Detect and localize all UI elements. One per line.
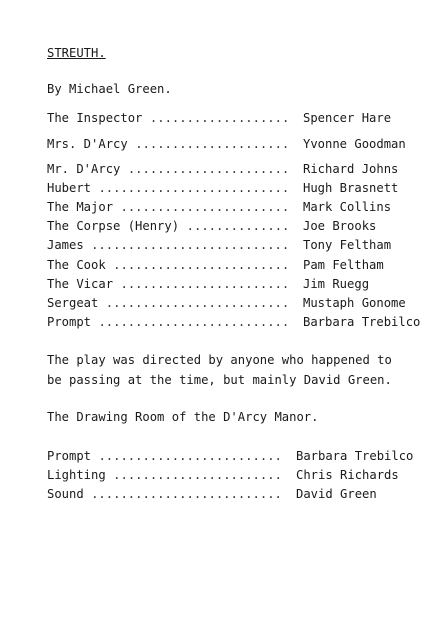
crew-leader-dots: ....................... (113, 468, 282, 482)
cast-actor: Tony Feltham (303, 238, 392, 252)
cast-role: Prompt (47, 315, 92, 329)
cast-leader-dots: ....................... (120, 200, 290, 214)
cast-role: The Corpse (Henry) (47, 219, 180, 233)
crew-leader-dots: ......................... (98, 449, 282, 463)
cast-actor: Mustaph Gonome (303, 296, 406, 310)
cast-role: The Vicar (47, 277, 114, 291)
crew-role: Lighting (47, 468, 106, 482)
cast-leader-dots: ........................... (91, 238, 290, 252)
cast-leader-dots: .......................... (98, 315, 290, 329)
cast-actor: Yvonne Goodman (303, 137, 406, 151)
cast-leader-dots: .......................... (98, 181, 290, 195)
crew-leader-dots: .......................... (91, 487, 282, 501)
cast-leader-dots: ...................... (127, 162, 290, 176)
cast-actor: Joe Brooks (303, 219, 377, 233)
crew-actor: Chris Richards (296, 468, 399, 482)
cast-role: James (47, 238, 84, 252)
cast-role: The Major (47, 200, 114, 214)
crew-actor: David Green (296, 487, 377, 501)
crew-role: Prompt (47, 449, 92, 463)
cast-role: Hubert (47, 181, 92, 195)
cast-leader-dots: ....................... (120, 277, 290, 291)
cast-role: Mrs. D'Arcy (47, 137, 128, 151)
cast-leader-dots: ..................... (135, 137, 290, 151)
crew-actor: Barbara Trebilco (296, 449, 414, 463)
crew-role: Sound (47, 487, 84, 501)
cast-actor: Hugh Brasnett (303, 181, 399, 195)
cast-role: Mr. D'Arcy (47, 162, 121, 176)
cast-actor: Pam Feltham (303, 258, 384, 272)
cast-actor: Spencer Hare (303, 111, 392, 125)
author-line: By Michael Green. (47, 82, 172, 96)
cast-actor: Richard Johns (303, 162, 399, 176)
setting-line: The Drawing Room of the D'Arcy Manor. (47, 410, 319, 424)
cast-leader-dots: ......................... (105, 296, 290, 310)
cast-actor: Barbara Trebilco (303, 315, 421, 329)
cast-leader-dots: .............. (186, 219, 290, 233)
cast-role: The Cook (47, 258, 106, 272)
cast-role: Sergeat (47, 296, 99, 310)
cast-leader-dots: ........................ (113, 258, 290, 272)
direction-line-2: be passing at the time, but mainly David Green. (47, 373, 392, 387)
direction-line-1: The play was directed by anyone who happened to (47, 353, 392, 367)
cast-actor: Jim Ruegg (303, 277, 370, 291)
cast-role: The Inspector (47, 111, 143, 125)
cast-leader-dots: ................... (149, 111, 290, 125)
cast-actor: Mark Collins (303, 200, 392, 214)
play-title: STREUTH. (47, 46, 106, 60)
